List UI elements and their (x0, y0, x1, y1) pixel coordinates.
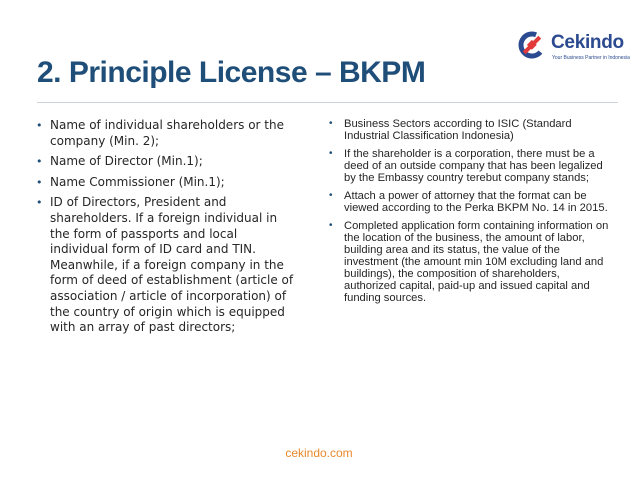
logo-name: Cekindo (551, 32, 624, 53)
title-divider (37, 102, 618, 103)
list-item: • Name of individual shareholders or the company (Min. 2); (36, 118, 294, 149)
left-bullet-list (36, 118, 294, 341)
right-bullet-list (328, 118, 610, 310)
list-item: • If the shareholder is a corporation, there must be a deed of an outside company that has been legalized by the Embassy country terebut company stands; (328, 148, 610, 184)
footer-link[interactable]: cekindo.com (285, 446, 353, 460)
list-item: • Attach a power of attorney that the format can be viewed according to the Perka BKPM No. 14 in 2015. (328, 190, 610, 214)
list-item: • Completed application form containing information on the location of the business, the amount of labor, building area and its status, the value of the investment (the amount min 10M excluding land and buildings), the composition of shareholders, authorized capital, paid-up and issued capital and funding sources. (328, 220, 610, 304)
list-item: • Name of Director (Min.1); (36, 154, 294, 170)
logo-tagline: Your Business Partner in Indonesia (552, 55, 630, 61)
cekindo-logo (517, 28, 629, 68)
list-item: • Name Commissioner (Min.1); (36, 175, 294, 191)
list-item: • ID of Directors, President and shareholders. If a foreign individual in the form of passports and local individual form of ID card and TIN. Meanwhile, if a foreign company in the form of deed of establishment (article of association / article of incorporation) of the country of origin which is equipped with an array of past directors; (36, 195, 294, 335)
list-item: • Business Sectors according to ISIC (Standard Industrial Classification Indonesia) (328, 118, 610, 142)
cekindo-logo-icon (517, 30, 547, 60)
slide-title: 2. Principle License – BKPM (37, 56, 426, 89)
